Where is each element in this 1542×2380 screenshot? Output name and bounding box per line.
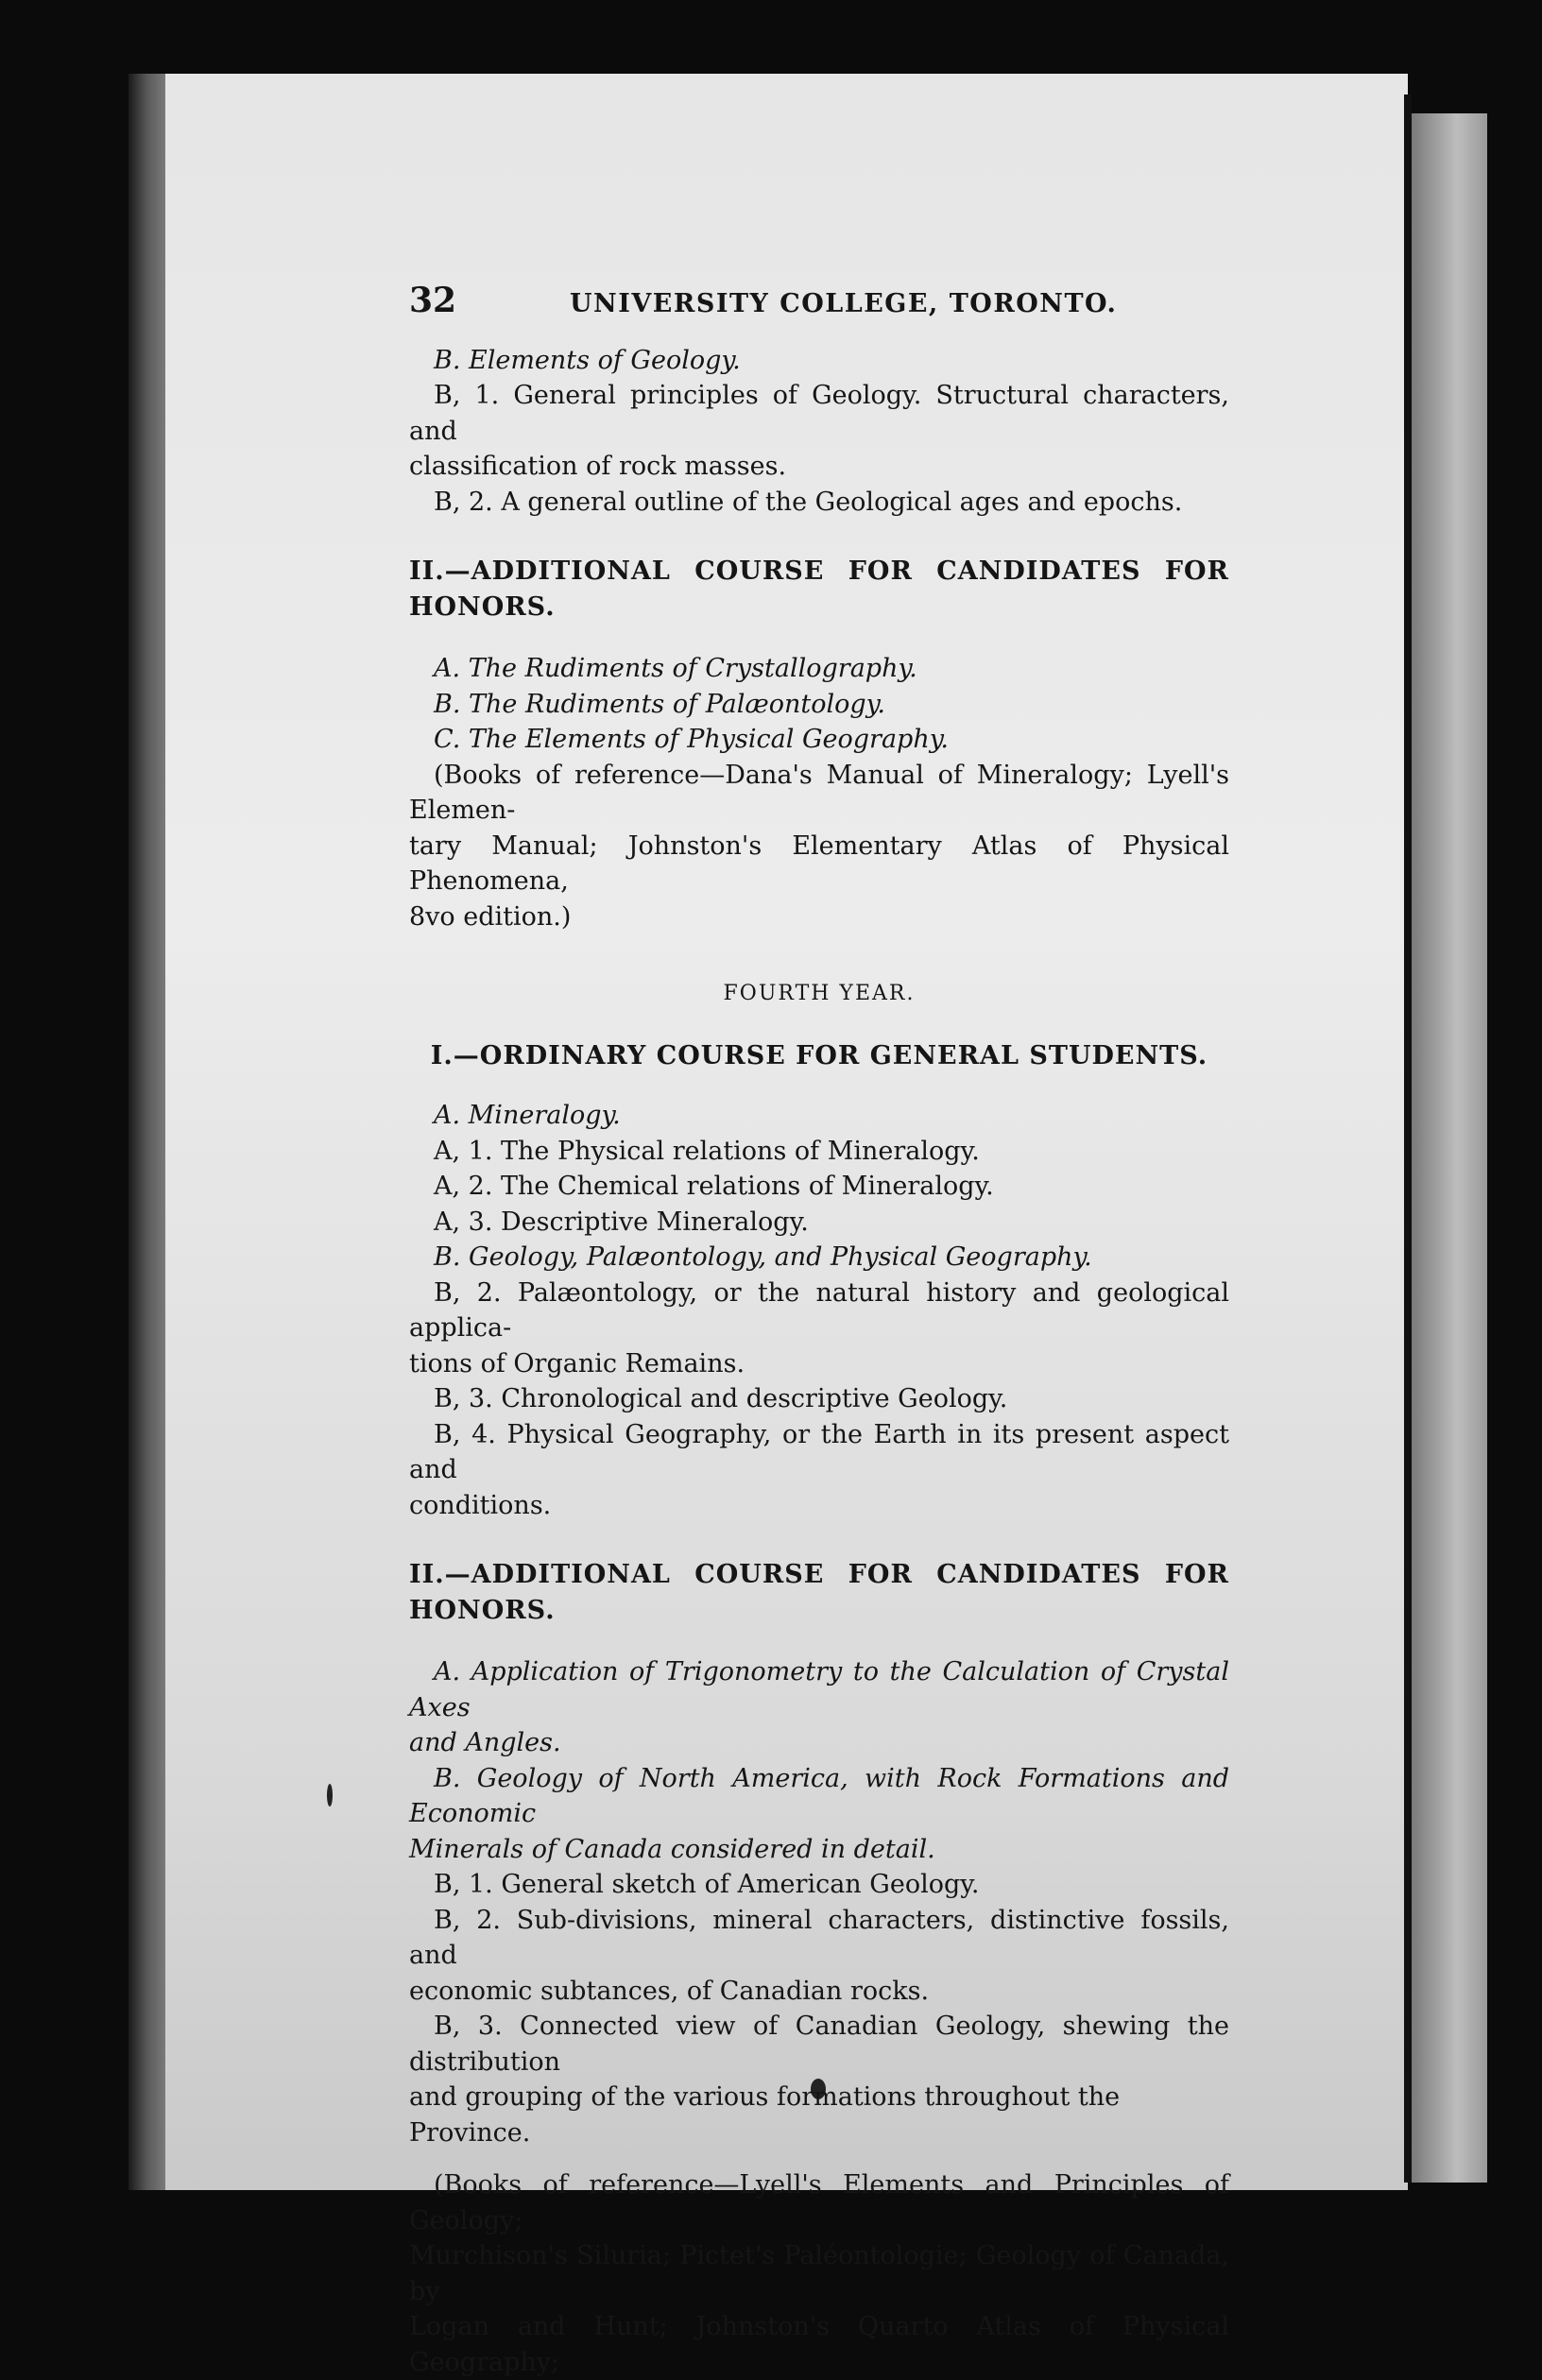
section-b1-line1: B, 1. General principles of Geology. Structural characters, and [409, 381, 1229, 446]
honors-1-b: B. The Rudiments of Palæontology. [434, 689, 885, 719]
ordinary-b4-line2: conditions. [409, 1490, 552, 1520]
ordinary-b3: B, 3. Chronological and descriptive Geology. [434, 1384, 1008, 1413]
honors-1-c: C. The Elements of Physical Geography. [434, 725, 949, 754]
ordinary-b2-line1: B, 2. Palæontology, or the natural history and geological applica- [409, 1277, 1229, 1343]
honors-heading-1: II.—ADDITIONAL COURSE FOR CANDIDATES FOR HONORS. [409, 556, 1229, 622]
page-number: 32 [409, 281, 457, 320]
honors-2-books-line3: Logan and Hunt; Johnston's Quarto Atlas of Physical Geography; [409, 2312, 1229, 2377]
ordinary-a-title: A. Mineralogy. [434, 1101, 621, 1130]
honors-2-a-line2: and Angles. [409, 1728, 561, 1757]
ordinary-b4-line1: B, 4. Physical Geography, or the Earth in its present aspect and [409, 1419, 1229, 1484]
honors-2-b1: B, 1. General sketch of American Geology. [434, 1870, 980, 1899]
honors-2-books-line1: (Books of reference—Lyell's Elements and Principles of Geology; [409, 2170, 1229, 2235]
section-b2: B, 2. A general outline of the Geological ages and epochs. [434, 487, 1183, 517]
honors-2-books-line2: Murchison's Siluria; Pictet's Paléontologie; Geology of Canada, by [409, 2241, 1229, 2306]
ordinary-a3: A, 3. Descriptive Mineralogy. [434, 1207, 809, 1237]
honors-1-books-line3: 8vo edition.) [409, 901, 572, 932]
honors-2-a-line1: A. Application of Trigonometry to the Calculation of Crystal Axes [409, 1657, 1229, 1722]
ordinary-a1: A, 1. The Physical relations of Mineralogy. [434, 1136, 980, 1166]
ordinary-course-heading: I.—ORDINARY COURSE FOR GENERAL STUDENTS. [430, 1040, 1208, 1070]
honors-2-b-line1: B. Geology of North America, with Rock Formations and Economic [409, 1763, 1229, 1828]
honors-1-a: A. The Rudiments of Crystallography. [434, 654, 917, 683]
adjacent-page-edge [1412, 113, 1487, 2183]
honors-heading-2: II.—ADDITIONAL COURSE FOR CANDIDATES FOR HONORS. [409, 1560, 1229, 1625]
page-header [409, 283, 1229, 322]
honors-2-b2-line2: economic subtances, of Canadian rocks. [409, 1976, 930, 2006]
page-text [409, 283, 1229, 2380]
honors-2-b3-line2: and grouping of the various formations throughout the Province. [409, 2082, 1121, 2148]
paragraph-spacer [409, 2150, 1229, 2167]
ordinary-a2: A, 2. The Chemical relations of Mineralogy. [434, 1172, 994, 1201]
honors-2-b3-line1: B, 3. Connected view of Canadian Geology, shewing the distribution [409, 2012, 1229, 2077]
honors-2-b2-line1: B, 2. Sub-divisions, mineral characters, distinctive fossils, and [409, 1905, 1229, 1970]
section-b-title: B. Elements of Geology. [434, 345, 741, 375]
running-head: UNIVERSITY COLLEGE, TORONTO. [570, 289, 1118, 318]
page-gutter [1404, 94, 1412, 2183]
honors-1-books-line1: (Books of reference—Dana's Manual of Mineralogy; Lyell's Elemen- [409, 760, 1229, 825]
ordinary-b2-line2: tions of Organic Remains. [409, 1348, 745, 1378]
honors-1-books-line2: tary Manual; Johnston's Elementary Atlas of Physical Phenomena, [409, 830, 1229, 896]
ordinary-b-title: B. Geology, Palæontology, and Physical Geography. [434, 1242, 1092, 1272]
section-b1-line2: classification of rock masses. [409, 452, 787, 481]
fourth-year-heading: FOURTH YEAR. [723, 982, 916, 1005]
ink-smudge [327, 1784, 333, 1806]
honors-2-b-line2: Minerals of Canada considered in detail. [409, 1834, 935, 1864]
